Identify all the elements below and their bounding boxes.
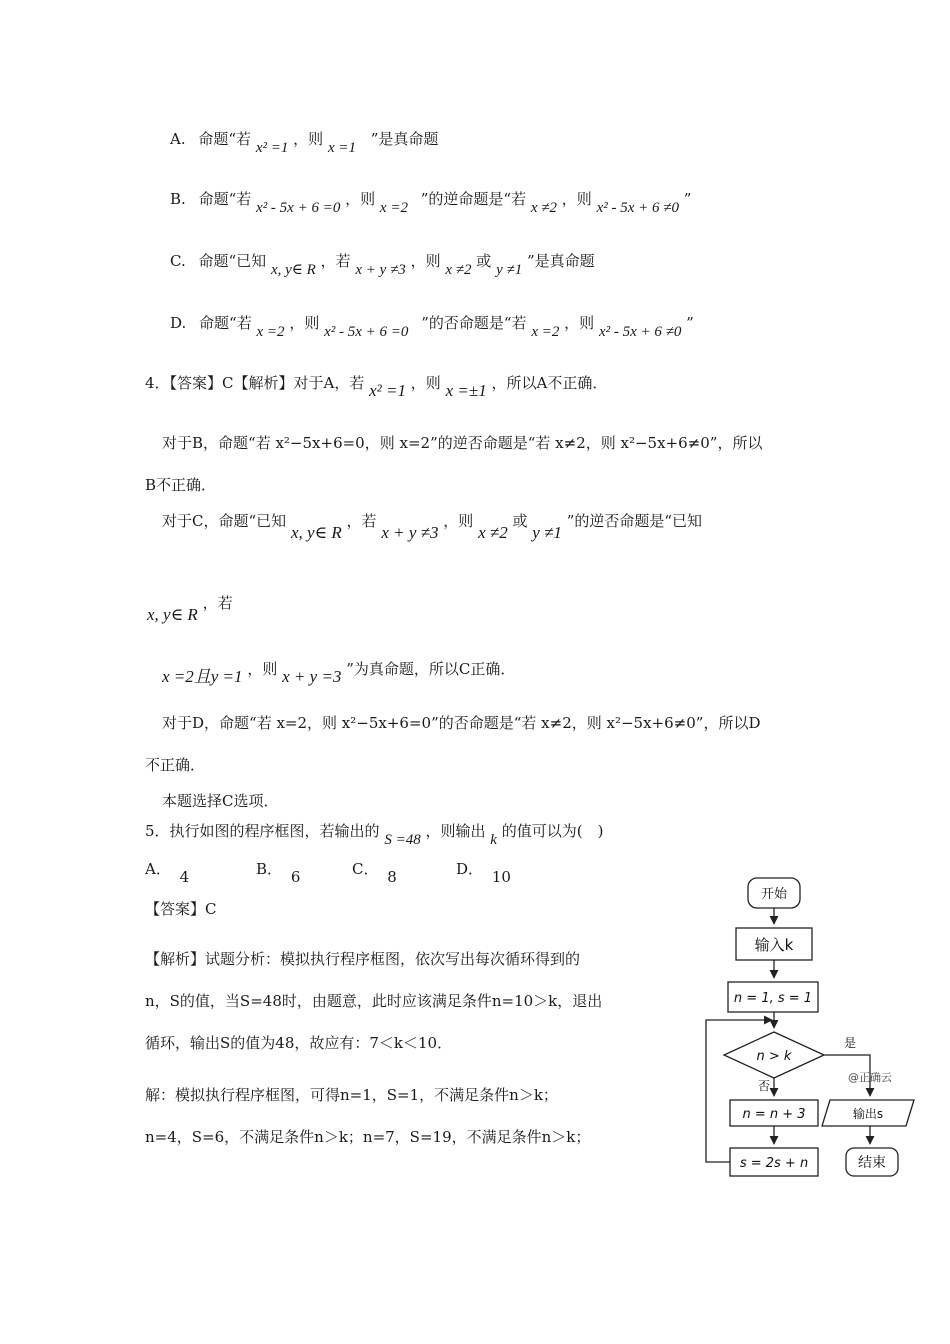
text: ”: [683, 190, 692, 208]
choice-label: A．: [145, 860, 171, 878]
math: x ≠2: [530, 200, 557, 216]
flowchart: [700, 870, 930, 1190]
q4-answer-line: [145, 372, 608, 400]
option-label: A.: [170, 130, 186, 148]
choice-value: 8: [387, 868, 397, 886]
text: 4．【答案】C【解析】对于A，若: [145, 374, 365, 392]
choice-label: D．: [456, 860, 484, 878]
q4-c-line1: [162, 510, 703, 542]
text: 命题“若: [199, 314, 252, 332]
text: ，则: [345, 190, 376, 208]
q5-solution-1: 解：模拟执行程序框图，可得n=1，S=1，不满足条件n＞k；: [145, 1086, 558, 1104]
text: ”为真命题，所以C正确．: [346, 660, 516, 678]
text: ，则: [443, 512, 474, 530]
text: ，则: [410, 252, 441, 270]
yes-label: 是: [844, 1036, 857, 1050]
math: x, y∈ R: [147, 605, 198, 624]
q5-analysis-1: 【解析】试题分析：模拟执行程序框图，依次写出每次循环得到的: [145, 950, 581, 968]
math: S =48: [384, 832, 421, 848]
text: ，则: [564, 314, 595, 332]
text: ，则: [247, 660, 278, 678]
text: 对于C，命题“已知: [162, 512, 287, 530]
step-s-label: s = 2s + n: [739, 1156, 809, 1171]
choice-value: 4: [179, 868, 190, 886]
option-c: [170, 250, 595, 278]
text: ，若: [320, 252, 351, 270]
math: y ≠1: [496, 262, 523, 278]
option-label: B.: [170, 190, 186, 208]
q5-stem: [145, 820, 604, 848]
step-n-label: n = n + 3: [742, 1107, 806, 1122]
q4-c-line3: [162, 654, 516, 686]
q4-b-line1: 对于B，命题“若 x²−5x+6=0，则 x=2”的逆否命题是“若 x≠2，则 x²−5x+6≠0”，所以: [162, 434, 763, 452]
math: y ≠1: [532, 523, 562, 542]
math: x =±1: [445, 381, 487, 400]
q4-c-line2: [147, 592, 233, 624]
math: x, y∈ R: [270, 262, 316, 278]
q5-solution-2: n=4，S=6，不满足条件n＞k；n=7，S=19，不满足条件n＞k；: [145, 1128, 591, 1146]
math: x + y ≠3: [355, 262, 406, 278]
no-label: 否: [758, 1079, 771, 1093]
math: x² - 5x + 6 ≠0: [598, 324, 682, 340]
math: k: [490, 832, 497, 848]
math: x + y =3: [282, 667, 342, 686]
text: 命题“若: [198, 130, 252, 148]
text: ，若: [202, 594, 233, 612]
text: 命题“已知: [198, 252, 267, 270]
text: ”的逆否命题是“已知: [566, 512, 703, 530]
option-b: [170, 188, 692, 216]
text: ，所以A不正确．: [491, 374, 608, 392]
q5-analysis-2: n，S的值，当S=48时，由题意，此时应该满足条件n=10＞k，退出: [145, 992, 603, 1010]
q4-b-line2: B不正确．: [145, 476, 217, 494]
text: ”的否命题是“若: [421, 314, 527, 332]
q5-choice-b: [256, 858, 301, 886]
option-a: [170, 128, 439, 156]
math: x =1: [327, 140, 356, 156]
text: ，若: [346, 512, 377, 530]
q4-d-line2: 不正确．: [145, 756, 206, 774]
math: x² =1: [255, 140, 289, 156]
math: x ≠2: [445, 262, 472, 278]
math: x² - 5x + 6 ≠0: [596, 200, 679, 216]
text: ”是真命题: [370, 130, 439, 148]
end-label: 结束: [858, 1155, 886, 1171]
choice-label: B．: [256, 860, 283, 878]
choice-label: C．: [352, 860, 379, 878]
q5-answer: 【答案】C: [145, 900, 217, 918]
text: ，则: [410, 374, 441, 392]
text: 命题“若: [198, 190, 252, 208]
q5-choice-a: [145, 858, 190, 886]
math: x² - 5x + 6 =0: [256, 200, 341, 216]
math: x + y ≠3: [381, 523, 439, 542]
math: x² =1: [369, 381, 407, 400]
q4-conclusion: 本题选择C选项．: [162, 792, 279, 810]
text: 的值可以为( ): [501, 822, 604, 840]
text: ，则: [561, 190, 592, 208]
text: 或: [512, 512, 528, 530]
text: ”的逆命题是“若: [420, 190, 527, 208]
q5-choice-d: [456, 858, 511, 886]
math: x =2: [256, 324, 285, 340]
text: 5．执行如图的程序框图，若输出的: [145, 822, 380, 840]
q5-choice-c: [352, 858, 397, 886]
q5-analysis-3: 循环，输出S的值为48，故应有：7＜k＜10．: [145, 1034, 453, 1052]
choice-value: 10: [491, 868, 511, 886]
math: x² - 5x + 6 =0: [324, 324, 409, 340]
math: x =2: [379, 200, 408, 216]
text: ”是真命题: [527, 252, 595, 270]
math: x =2且y =1: [162, 667, 243, 686]
text: ，则: [289, 314, 320, 332]
option-label: C.: [170, 252, 186, 270]
watermark: @正确云: [848, 1071, 892, 1084]
q4-d-line1: 对于D，命题“若 x=2，则 x²−5x+6=0”的否命题是“若 x≠2，则 x²−5x+6≠0”，所以D: [162, 714, 761, 732]
math: x =2: [531, 324, 560, 340]
option-d: [170, 312, 694, 340]
text: 或: [476, 252, 492, 270]
output-label: 输出s: [852, 1107, 884, 1121]
choice-value: 6: [290, 868, 301, 886]
start-label: 开始: [760, 887, 788, 902]
condition-label: n > k: [756, 1049, 792, 1064]
text: ，则输出: [425, 822, 486, 840]
option-label: D.: [170, 314, 187, 332]
math: x ≠2: [478, 523, 508, 542]
init-label: n = 1, s = 1: [733, 991, 813, 1006]
text: ”: [686, 314, 694, 332]
text: ，则: [293, 130, 324, 148]
input-label: 输入k: [754, 936, 794, 954]
math: x, y∈ R: [290, 523, 342, 542]
